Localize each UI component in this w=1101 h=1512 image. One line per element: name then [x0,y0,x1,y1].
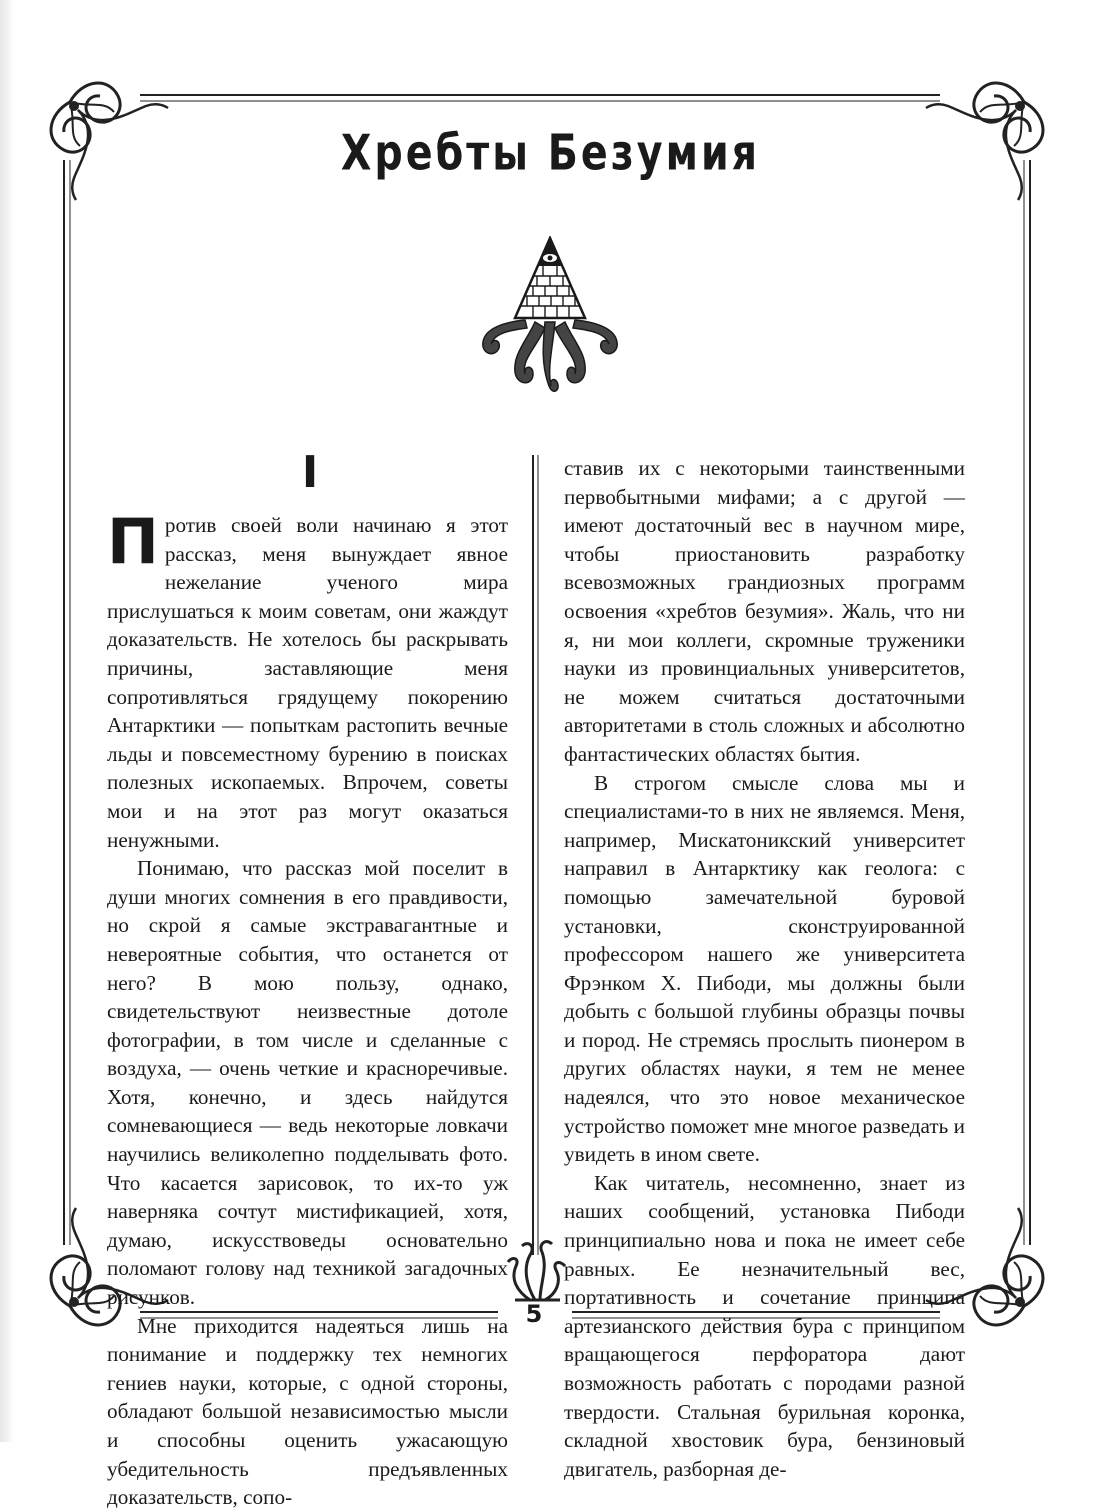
drop-cap: П [107,505,159,578]
tentacle-icon [508,1242,565,1300]
chapter-number: I [301,447,319,498]
paragraph: В строгом смысле слова мы и специалистами-то в них не являемся. Меня, например, Мискатоникский университет направил в Антарктику как геолога: с помощью замечательной буровой установки, сконструированной профессором нашего же университета Фрэнком Х. Пибоди, мы должны были добыть с большой глубины образцы почвы и пород. Не стремясь прослыть пионером в других областях науки, я тем не менее надеялся, что это новое механическое устройство поможет мне многое разведать и увидеть в ином свете. [564,770,965,1167]
pyramid-eye-tentacles-icon [475,236,625,398]
page-title: Хребты Безумия [340,124,761,183]
paragraph-text: ротив своей воли начинаю я этот рассказ, меня вынуждает явное нежелание ученого мира прислушаться к моим советам, они жаждут доказательств. Не хотелось бы раскрывать причины, заставляющие меня сопротивляться грядущему покорению Антарктики — попыткам растопить вечные льды и повсеместному бурению в поисках полезных ископаемых. Впрочем, советы мои и на этот раз могут оказаться ненужными. [107,513,508,852]
paragraph: Как читатель, несомненно, знает из наших сообщений, установка Пибоди принципиально нова и пока не имеет себе равных. Ее незначительный вес, портативность и сочетание принципа артезианского действия бура с принципом вращающегося перфоратора дают возможность работать с породами разной твердости. Стальная бурильная коронка, складной хвостовик бура, бензиновый двигатель, разборная де- [564,1170,965,1481]
paragraph [107,505,508,854]
paragraph: Понимаю, что рассказ мой поселит в души многих сомнения в его правдивости, но скрой я самые экстравагантные и невероятные события, что останется от него? В мою пользу, однако, свидетельствуют неизвестные дотоле фотографии, в том числе и сделанные с воздуха, — очень четкие и красноречивые. Хотя, конечно, и здесь найдутся сомневающиеся — ведь некоторые ловкачи научились великолепно подделывать фото. Что касается зарисовок, то их-то уж наверняка сочтут мистификацией, хотя, думаю, искусствоведы основательно поломают голову над техникой загадочных рисунков. [107,856,508,1310]
page-number: 5 [525,1300,543,1328]
paragraph: ставив их с некоторыми таинственными первобытными мифами; а с другой — имеют достаточный вес в научном мире, чтобы приостановить разработку всевозможных грандиозных программ освоения «хребтов безумия». Жаль, что ни я, ни мои коллеги, скромные труженики науки из провинциальных университетов, не можем считаться достаточными авторитетами в столь сложных и абсолютно фантастических областях бытия. [564,456,965,766]
paragraph: Мне приходится надеяться лишь на понимание и поддержку тех немногих гениев науки, которые, с одной стороны, обладают большой независимостью мысли и способны оценить ужасающую убедительность предъявленных доказательств, сопо- [107,1313,508,1510]
right-column [564,454,965,1483]
left-column [107,505,508,1512]
